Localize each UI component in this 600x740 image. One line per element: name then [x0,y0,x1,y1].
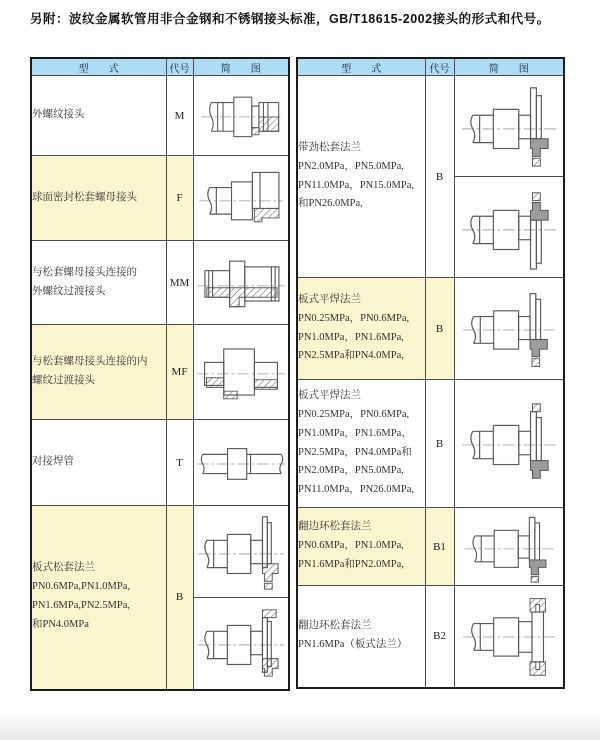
type-cell: 球面密封松套螺母接头 [31,156,166,241]
type-cell: 板式平焊法兰 PN0.25MPa，PN0.6MPa, PN1.0MPa，PN1.6MPa、 PN2.5MPa，PN4.0MPa和 PN2.0MPa，PN5.0MPa, PN11.0MPa，PN26.0MPa, [297,380,425,508]
diagram-cell [193,598,289,690]
code-cell: B [425,278,454,380]
diagram-cell [193,76,289,156]
butt-weld-pipe-icon [195,430,287,496]
diagram-cell [193,241,289,325]
flanged-ring-loose-flange-icon [459,510,559,584]
col-header-diagram: 简 图 [193,58,289,76]
diagram-cell [193,420,289,506]
plate-flat-weld-flange-1-icon [459,284,559,374]
col-header-code: 代号 [425,58,454,76]
code-cell: B [425,76,454,278]
type-cell: 与松套螺母接头连接的内 螺纹过渡接头 [31,325,166,420]
col-header-type: 型 式 [31,58,166,76]
flanged-ring-loose-flange-plate-type-icon [459,591,559,681]
code-cell: MM [166,241,193,325]
code-cell: M [166,76,193,156]
diagram-cell [454,380,564,508]
plate-loose-flange-variant-1-icon [195,511,287,593]
diagram-cell [193,325,289,420]
plate-flat-weld-flange-2-icon [459,398,559,490]
diagram-cell [454,177,564,278]
external-thread-joint-icon [195,81,287,151]
external-thread-transition-joint-icon [195,246,287,320]
neck-loose-flange-variant-1-icon [459,80,559,172]
plate-loose-flange-variant-2-icon [195,602,287,684]
diagram-cell [454,278,564,380]
diagram-cell [454,508,564,586]
fitting-table-right [296,57,565,689]
diagram-cell [454,76,564,177]
code-cell: B [425,380,454,508]
spherical-seal-loose-nut-joint-icon [195,161,287,235]
internal-thread-transition-joint-icon [195,332,287,412]
code-cell: B [166,506,193,690]
code-cell: B1 [425,508,454,586]
diagram-cell [193,506,289,598]
diagram-cell [454,586,564,688]
col-header-code: 代号 [166,58,193,76]
type-cell: 板式平焊法兰 PN0.25MPa，PN0.6MPa, PN1.0MPa，PN1.6MPa, PN2.5MPa和PN4.0MPa, [297,278,425,380]
type-cell: 翻边环松套法兰 PN0.6MPa，PN1.0MPa, PN1.6MPa和PN2.0MPa, [297,508,425,586]
type-cell: 翻边环松套法兰 PN1.6MPa（板式法兰） [297,586,425,688]
neck-loose-flange-variant-2-icon [459,181,559,273]
type-cell: 带劲松套法兰 PN2.0MPa，PN5.0MPa, PN11.0MPa，PN15.0MPa, 和PN26.0MPa, [297,76,425,278]
diagram-cell [193,156,289,241]
code-cell: B2 [425,586,454,688]
type-cell: 对接焊管 [31,420,166,506]
type-cell: 外螺纹接头 [31,76,166,156]
fitting-table-left [30,57,290,691]
page-title: 另附：波纹金属软管用非合金钢和不锈钢接头标准，GB/T18615-2002接头的形式和代号。 [30,12,550,26]
col-header-type: 型 式 [297,58,425,76]
col-header-diagram: 简 图 [454,58,564,76]
code-cell: MF [166,325,193,420]
code-cell: F [166,156,193,241]
code-cell: T [166,420,193,506]
type-cell: 板式松套法兰 PN0.6MPa,PN1.0MPa, PN1.6MPa,PN2.5MPa, 和PN4.0MPa [31,506,166,690]
type-cell: 与松套螺母接头连接的 外螺纹过渡接头 [31,241,166,325]
